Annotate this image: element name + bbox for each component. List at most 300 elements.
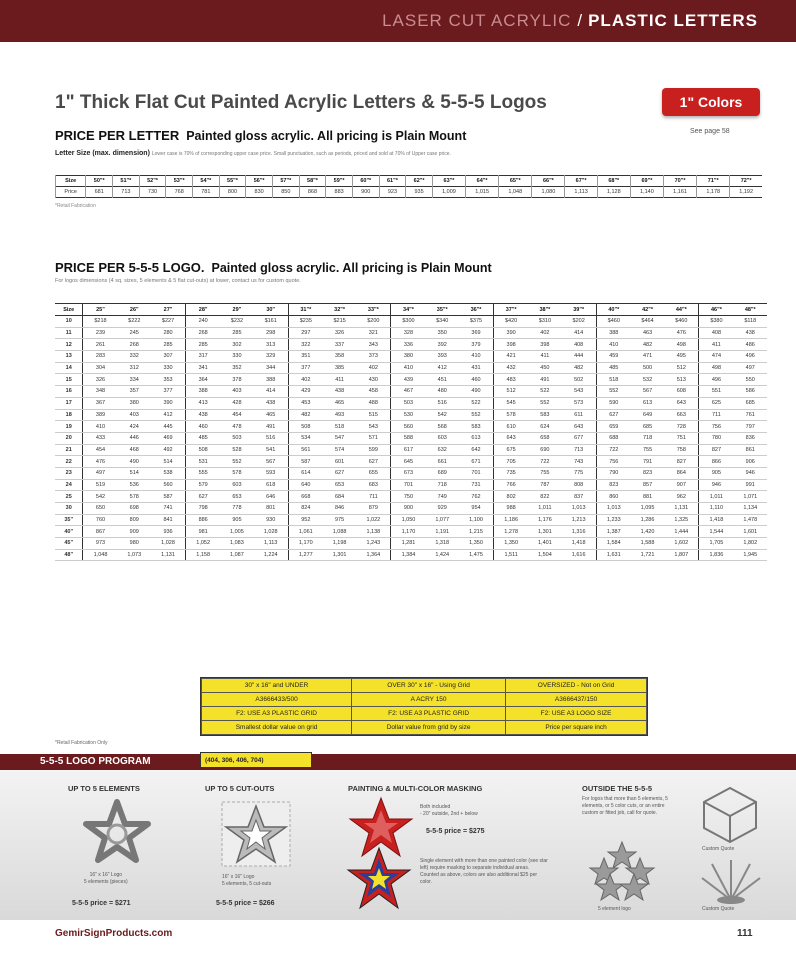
table-row bbox=[55, 456, 767, 468]
logo-price-cell: 403 bbox=[220, 386, 253, 398]
logo-price-cell: 330 bbox=[220, 351, 253, 363]
logo-price-cell: 1,131 bbox=[151, 549, 186, 561]
logo-size-col: 25" bbox=[83, 304, 118, 316]
logo-price-cell: 491 bbox=[254, 421, 289, 433]
logo-price-cell: 867 bbox=[83, 526, 118, 538]
logo-price-cell: 655 bbox=[356, 467, 391, 479]
logo-price-cell: 476 bbox=[83, 456, 118, 468]
logo-price-cell: 952 bbox=[288, 514, 323, 526]
logo-price-cell: 1,588 bbox=[631, 538, 664, 550]
program-col1-title: UP TO 5 ELEMENTS bbox=[68, 784, 140, 793]
logo-price-cell: 1,301 bbox=[528, 526, 561, 538]
logo-price-cell: 797 bbox=[734, 421, 768, 433]
logo-price-cell: 861 bbox=[734, 444, 768, 456]
logo-price-cell: 741 bbox=[151, 503, 186, 515]
letter-size-col: 71"* bbox=[697, 176, 730, 187]
legend-cell: A ACRY 150 bbox=[352, 693, 506, 707]
logo-price-cell: 650 bbox=[83, 503, 118, 515]
letter-price-cell: 1,128 bbox=[597, 187, 630, 198]
logo-size-col: 31"* bbox=[288, 304, 323, 316]
logo-price-cell: 718 bbox=[631, 432, 664, 444]
logo-header-row bbox=[55, 304, 767, 316]
logo-price-cell: 991 bbox=[734, 479, 768, 491]
logo-price-cell: 439 bbox=[391, 374, 426, 386]
logo-price-cell: 350 bbox=[426, 327, 459, 339]
logo-price-cell: 402 bbox=[356, 362, 391, 374]
logo-price-cell: 522 bbox=[459, 397, 494, 409]
logo-price-cell: 552 bbox=[528, 397, 561, 409]
letter-price-cell: 768 bbox=[166, 187, 193, 198]
logo-price-cell: 1,233 bbox=[596, 514, 631, 526]
logo-row-size: 40" bbox=[55, 526, 83, 538]
logo-size-col: 37"* bbox=[494, 304, 529, 316]
logo-price-cell: 718 bbox=[426, 479, 459, 491]
logo-price-cell: 571 bbox=[356, 432, 391, 444]
logo-price-cell: 283 bbox=[83, 351, 118, 363]
logo-price-cell: 909 bbox=[118, 526, 151, 538]
logo-size-col: 27" bbox=[151, 304, 186, 316]
logo-price-cell: 587 bbox=[151, 491, 186, 503]
logo-price-cell: 1,418 bbox=[562, 538, 597, 550]
program-col3-text1: Both included - 20" outside, 2nd + below bbox=[420, 804, 478, 817]
logo-price-cell: 1,061 bbox=[288, 526, 323, 538]
program-col4-cap-b: Custom Quote bbox=[702, 846, 735, 852]
logo-price-cell: 433 bbox=[83, 432, 118, 444]
letter-price-cell: 1,161 bbox=[663, 187, 696, 198]
logo-price-cell: 801 bbox=[254, 503, 289, 515]
letter-size-label: Letter Size (max. dimension) bbox=[55, 150, 150, 157]
logo-size-col: 35"* bbox=[426, 304, 459, 316]
logo-price-cell: 837 bbox=[562, 491, 597, 503]
letter-size-col: 68"* bbox=[597, 176, 630, 187]
logo-price-cell: 552 bbox=[220, 456, 253, 468]
logo-price-cell: 369 bbox=[459, 327, 494, 339]
legend-cell: F2: USE A3 LOGO SIZE bbox=[506, 707, 647, 721]
logo-price-cell: 1,945 bbox=[734, 549, 768, 561]
letter-price-cell: 800 bbox=[219, 187, 246, 198]
logo-price-cell: 337 bbox=[323, 339, 356, 351]
logo-price-cell: 431 bbox=[459, 362, 494, 374]
logo-price-cell: 412 bbox=[426, 362, 459, 374]
letter-size-col: 59"* bbox=[326, 176, 353, 187]
logo-price-cell: 846 bbox=[323, 503, 356, 515]
table-row bbox=[55, 374, 767, 386]
logo-price-cell: 653 bbox=[323, 479, 356, 491]
logo-price-cell: $300 bbox=[391, 316, 426, 328]
page-header-bar bbox=[0, 0, 796, 42]
retail-footnote: *Retail Fabrication Only bbox=[55, 740, 108, 746]
logo-price-cell: 1,170 bbox=[288, 538, 323, 550]
logo-price-cell: 438 bbox=[186, 409, 221, 421]
logo-price-cell: 414 bbox=[562, 327, 597, 339]
program-col2-caption: 16" x 16" Logo 5 elements, 5 cut-outs bbox=[222, 874, 272, 887]
logo-price-cell: 755 bbox=[528, 467, 561, 479]
logo-price-cell: 588 bbox=[391, 432, 426, 444]
letter-price-cell: 1,192 bbox=[730, 187, 762, 198]
logo-price-cell: 285 bbox=[186, 339, 221, 351]
logo-price-cell: 403 bbox=[118, 409, 151, 421]
logo-price-cell: $218 bbox=[83, 316, 118, 328]
logo-price-cell: 1,301 bbox=[323, 549, 356, 561]
letter-price-cell: 883 bbox=[326, 187, 353, 198]
logo-price-cell: 790 bbox=[596, 467, 631, 479]
logo-price-cell: 468 bbox=[118, 444, 151, 456]
logo-price-cell: 483 bbox=[494, 374, 529, 386]
logo-price-cell: 1,013 bbox=[562, 503, 597, 515]
logo-price-cell: 413 bbox=[186, 397, 221, 409]
logo-price-cell: 905 bbox=[220, 514, 253, 526]
logo-price-cell: 1,387 bbox=[596, 526, 631, 538]
logo-price-cell: 515 bbox=[356, 409, 391, 421]
logo-price-cell: 531 bbox=[186, 456, 221, 468]
logo-price-cell: 388 bbox=[186, 386, 221, 398]
logo-price-cell: 491 bbox=[528, 374, 561, 386]
logo-price-cell: 608 bbox=[664, 386, 699, 398]
logo-price-cell: 685 bbox=[734, 397, 768, 409]
logo-price-cell: 451 bbox=[426, 374, 459, 386]
logo-price-cell: 614 bbox=[288, 467, 323, 479]
logo-price-cell: 627 bbox=[323, 467, 356, 479]
letter-price-cell: 1,009 bbox=[432, 187, 465, 198]
logo-price-cell: 1,088 bbox=[323, 526, 356, 538]
logo-price-cell: 886 bbox=[186, 514, 221, 526]
logo-price-cell: $202 bbox=[562, 316, 597, 328]
logo-price-cell: 1,325 bbox=[664, 514, 699, 526]
logo-price-cell: 408 bbox=[699, 327, 734, 339]
logo-price-cell: 482 bbox=[562, 362, 597, 374]
logo-price-cell: 328 bbox=[391, 327, 426, 339]
letter-size-col: 53"* bbox=[166, 176, 193, 187]
logo-price-cell: 490 bbox=[459, 386, 494, 398]
logo-row-size: 15 bbox=[55, 374, 83, 386]
header-section: PLASTIC LETTERS bbox=[588, 11, 758, 30]
program-col3-price: 5-5-5 price = $275 bbox=[426, 828, 485, 835]
letter-title-bold: PRICE PER LETTER bbox=[55, 128, 180, 143]
logo-price-cell: 756 bbox=[596, 456, 631, 468]
table-row bbox=[55, 339, 767, 351]
logo-size-col: 40"* bbox=[596, 304, 631, 316]
logo-price-cell: 645 bbox=[391, 456, 426, 468]
logo-price-cell: 653 bbox=[220, 491, 253, 503]
logo-price-cell: 1,071 bbox=[734, 491, 768, 503]
table-row bbox=[55, 432, 767, 444]
logo-price-cell: 532 bbox=[631, 374, 664, 386]
logo-size-col: 44"* bbox=[664, 304, 699, 316]
logo-price-cell: 1,364 bbox=[356, 549, 391, 561]
logo-price-cell: $200 bbox=[356, 316, 391, 328]
logo-price-cell: $340 bbox=[426, 316, 459, 328]
logo-price-cell: 261 bbox=[83, 339, 118, 351]
logo-price-cell: 307 bbox=[151, 351, 186, 363]
table-row bbox=[55, 503, 767, 515]
logo-price-cell: 659 bbox=[596, 421, 631, 433]
page-number: 111 bbox=[737, 928, 753, 939]
logo-title-bold: PRICE PER 5-5-5 LOGO. bbox=[55, 260, 205, 275]
logo-price-cell: 841 bbox=[151, 514, 186, 526]
logo-price-cell: 471 bbox=[631, 351, 664, 363]
logo-price-cell: 411 bbox=[699, 339, 734, 351]
logo-price-cell: 1,384 bbox=[391, 549, 426, 561]
legend-cell: Price per square inch bbox=[506, 721, 647, 735]
logo-price-cell: 857 bbox=[631, 479, 664, 491]
logo-price-cell: 661 bbox=[426, 456, 459, 468]
letter-size-col: 66"* bbox=[532, 176, 565, 187]
legend-row bbox=[202, 693, 647, 707]
logo-price-cell: 496 bbox=[734, 351, 768, 363]
logo-price-cell: 1,350 bbox=[494, 538, 529, 550]
logo-price-cell: 1,131 bbox=[664, 503, 699, 515]
multicolor-star-icon bbox=[346, 846, 412, 912]
logo-price-cell: 780 bbox=[699, 432, 734, 444]
logo-price-cell: 1,278 bbox=[494, 526, 529, 538]
logo-price-cell: 643 bbox=[664, 397, 699, 409]
program-col2-price: 5-5-5 price = $266 bbox=[216, 900, 275, 907]
logo-row-size: 17 bbox=[55, 397, 83, 409]
logo-price-cell: 326 bbox=[323, 327, 356, 339]
logo-price-cell: 643 bbox=[494, 432, 529, 444]
logo-price-cell: 518 bbox=[323, 421, 356, 433]
logo-price-cell: 688 bbox=[596, 432, 631, 444]
program-col4-cap-c: Custom Quote bbox=[702, 906, 735, 912]
logo-price-cell: 493 bbox=[323, 409, 356, 421]
letter-price-cell: 1,140 bbox=[630, 187, 663, 198]
logo-price-cell: 907 bbox=[664, 479, 699, 491]
logo-row-size: 45" bbox=[55, 538, 83, 550]
cube-logo-icon bbox=[700, 784, 760, 844]
logo-price-cell: $310 bbox=[528, 316, 561, 328]
logo-price-cell: 514 bbox=[151, 456, 186, 468]
table-row bbox=[55, 421, 767, 433]
logo-row-size: 18 bbox=[55, 409, 83, 421]
logo-size-col: 39"* bbox=[562, 304, 597, 316]
logo-price-cell: 402 bbox=[528, 327, 561, 339]
logo-price-cell: 1,318 bbox=[426, 538, 459, 550]
logo-size-col: 48"* bbox=[734, 304, 768, 316]
logo-price-cell: 498 bbox=[699, 362, 734, 374]
logo-price-cell: 1,286 bbox=[631, 514, 664, 526]
letter-size-note: Lower case is 70% of corresponding upper case price. Small punctuation, such as periods, priced and sold at 70% of Upper case price. bbox=[151, 151, 451, 157]
logo-price-cell: 866 bbox=[699, 456, 734, 468]
cutout-star-logo-icon bbox=[220, 800, 292, 868]
logo-price-cell: 668 bbox=[288, 491, 323, 503]
logo-price-cell: 438 bbox=[734, 327, 768, 339]
logo-price-cell: 512 bbox=[494, 386, 529, 398]
letter-price-cell: 830 bbox=[246, 187, 273, 198]
logo-price-cell: 946 bbox=[734, 467, 768, 479]
logo-price-cell: 398 bbox=[494, 339, 529, 351]
table-row bbox=[55, 526, 767, 538]
logo-price-cell: 758 bbox=[664, 444, 699, 456]
logo-price-cell: 617 bbox=[391, 444, 426, 456]
logo-price-cell: 398 bbox=[528, 339, 561, 351]
logo-price-cell: 860 bbox=[596, 491, 631, 503]
logo-price-cell: 536 bbox=[118, 479, 151, 491]
logo-price-cell: 380 bbox=[391, 351, 426, 363]
logo-price-cell: 627 bbox=[596, 409, 631, 421]
logo-price-cell: 675 bbox=[494, 444, 529, 456]
logo-price-cell: 543 bbox=[562, 386, 597, 398]
logo-price-cell: 421 bbox=[494, 351, 529, 363]
logo-price-cell: 542 bbox=[83, 491, 118, 503]
logo-price-cell: 684 bbox=[323, 491, 356, 503]
logo-price-cell: 1,544 bbox=[699, 526, 734, 538]
logo-price-cell: 698 bbox=[118, 503, 151, 515]
logo-size-col: 32"* bbox=[323, 304, 356, 316]
logo-price-cell: 508 bbox=[186, 444, 221, 456]
logo-price-cell: 332 bbox=[118, 351, 151, 363]
logo-price-cell: 567 bbox=[254, 456, 289, 468]
logo-price-cell: 268 bbox=[186, 327, 221, 339]
five-stars-icon bbox=[584, 840, 660, 904]
logo-price-cell: 930 bbox=[254, 514, 289, 526]
logo-row-size: 11 bbox=[55, 327, 83, 339]
logo-price-cell: 1,281 bbox=[391, 538, 426, 550]
logo-price-cell: 285 bbox=[220, 327, 253, 339]
logo-price-cell: 900 bbox=[391, 503, 426, 515]
table-row bbox=[55, 514, 767, 526]
logo-price-cell: 1,631 bbox=[596, 549, 631, 561]
logo-price-cell: 551 bbox=[699, 386, 734, 398]
logo-price-cell: 627 bbox=[356, 456, 391, 468]
logo-price-cell: 690 bbox=[528, 444, 561, 456]
logo-row-size: 30 bbox=[55, 503, 83, 515]
legend-row bbox=[202, 679, 647, 693]
logo-price-cell: 643 bbox=[562, 421, 597, 433]
logo-price-cell: 302 bbox=[220, 339, 253, 351]
letter-price-cell: 730 bbox=[139, 187, 166, 198]
logo-price-cell: 402 bbox=[288, 374, 323, 386]
logo-price-cell: 822 bbox=[528, 491, 561, 503]
logo-price-cell: 1,077 bbox=[426, 514, 459, 526]
logo-price-cell: 516 bbox=[426, 397, 459, 409]
logo-price-cell: 367 bbox=[83, 397, 118, 409]
letter-size-col: 61"* bbox=[379, 176, 406, 187]
logo-price-cell: 474 bbox=[699, 351, 734, 363]
logo-price-cell: 1,418 bbox=[699, 514, 734, 526]
logo-price-cell: 560 bbox=[151, 479, 186, 491]
legend-row bbox=[202, 707, 647, 721]
logo-price-cell: 611 bbox=[562, 409, 597, 421]
logo-price-cell: 240 bbox=[186, 316, 221, 328]
logo-price-cell: 534 bbox=[288, 432, 323, 444]
logo-price-cell: 1,705 bbox=[699, 538, 734, 550]
logo-price-cell: 1,113 bbox=[254, 538, 289, 550]
logo-price-cell: 722 bbox=[528, 456, 561, 468]
logo-price-cell: 508 bbox=[288, 421, 323, 433]
logo-price-cell: 613 bbox=[459, 432, 494, 444]
logo-price-cell: 827 bbox=[664, 456, 699, 468]
logo-price-cell: 358 bbox=[323, 351, 356, 363]
logo-price-cell: 685 bbox=[631, 421, 664, 433]
logo-price-cell: 755 bbox=[631, 444, 664, 456]
logo-price-cell: 357 bbox=[118, 386, 151, 398]
logo-row-size: 16 bbox=[55, 386, 83, 398]
logo-price-cell: 1,511 bbox=[494, 549, 529, 561]
logo-price-cell: 1,050 bbox=[391, 514, 426, 526]
logo-price-cell: 516 bbox=[254, 432, 289, 444]
table-row bbox=[55, 538, 767, 550]
logo-price-cell: 578 bbox=[220, 467, 253, 479]
logo-price-cell: 513 bbox=[664, 374, 699, 386]
logo-price-cell: 454 bbox=[220, 409, 253, 421]
logo-price-cell: 297 bbox=[288, 327, 323, 339]
logo-price-cell: 1,013 bbox=[596, 503, 631, 515]
program-col2-title: UP TO 5 CUT-OUTS bbox=[205, 784, 275, 793]
logo-price-cell: 469 bbox=[151, 432, 186, 444]
legend-cell: Dollar value from grid by size bbox=[352, 721, 506, 735]
logo-price-cell: 689 bbox=[426, 467, 459, 479]
logo-price-cell: 973 bbox=[83, 538, 118, 550]
logo-price-cell: 1,110 bbox=[699, 503, 734, 515]
logo-price-cell: $235 bbox=[288, 316, 323, 328]
logo-price-cell: $222 bbox=[118, 316, 151, 328]
logo-row-size: 23 bbox=[55, 467, 83, 479]
letter-size-col: 58"* bbox=[299, 176, 326, 187]
logo-price-cell: 713 bbox=[562, 444, 597, 456]
logo-size-col: 26" bbox=[118, 304, 151, 316]
table-row bbox=[55, 467, 767, 479]
letter-size-header: Size bbox=[56, 176, 86, 187]
table-row bbox=[55, 397, 767, 409]
footer-url[interactable]: GemirSignProducts.com bbox=[55, 928, 173, 939]
logo-price-cell: 677 bbox=[562, 432, 597, 444]
logo-row-size: 10 bbox=[55, 316, 83, 328]
legend-cell: OVER 30" x 16" - Using Grid bbox=[352, 679, 506, 693]
colors-button[interactable]: 1" Colors bbox=[662, 88, 760, 116]
logo-price-cell: 482 bbox=[288, 409, 323, 421]
logo-price-cell: 905 bbox=[699, 467, 734, 479]
logo-price-cell: 445 bbox=[151, 421, 186, 433]
logo-price-cell: 980 bbox=[118, 538, 151, 550]
table-row bbox=[55, 327, 767, 339]
letter-price-cell: 681 bbox=[86, 187, 113, 198]
program-col3-title: PAINTING & MULTI-COLOR MASKING bbox=[348, 784, 483, 793]
logo-price-cell: 379 bbox=[459, 339, 494, 351]
logo-price-cell: 809 bbox=[118, 514, 151, 526]
logo-price-cell: 410 bbox=[391, 362, 426, 374]
legend-cell: A3666433/500 bbox=[202, 693, 352, 707]
logo-price-cell: 298 bbox=[254, 327, 289, 339]
logo-price-cell: 601 bbox=[323, 456, 356, 468]
logo-price-cell: 1,836 bbox=[699, 549, 734, 561]
see-page-note: See page 58 bbox=[690, 128, 730, 135]
logo-price-cell: 906 bbox=[734, 456, 768, 468]
logo-price-cell: 438 bbox=[254, 397, 289, 409]
logo-price-cell: 552 bbox=[459, 409, 494, 421]
logo-price-cell: 321 bbox=[356, 327, 391, 339]
logo-price-cell: 778 bbox=[220, 503, 253, 515]
logo-price-cell: 1,011 bbox=[699, 491, 734, 503]
logo-size-header: Size bbox=[55, 304, 83, 316]
logo-price-cell: 1,807 bbox=[664, 549, 699, 561]
logo-price-cell: 579 bbox=[186, 479, 221, 491]
logo-price-cell: 500 bbox=[631, 362, 664, 374]
letter-size-row bbox=[55, 150, 451, 157]
logo-price-cell: 1,601 bbox=[734, 526, 768, 538]
logo-row-size: 22 bbox=[55, 456, 83, 468]
program-band-label: 5-5-5 LOGO PROGRAM bbox=[40, 756, 151, 767]
logo-price-cell: 593 bbox=[254, 467, 289, 479]
logo-title-rest: Painted gloss acrylic. All pricing is Plain Mount bbox=[211, 261, 492, 275]
logo-price-cell: 1,721 bbox=[631, 549, 664, 561]
logo-price-cell: 343 bbox=[356, 339, 391, 351]
logo-price-cell: 583 bbox=[459, 421, 494, 433]
logo-price-cell: 711 bbox=[699, 409, 734, 421]
logo-price-cell: 1,134 bbox=[734, 503, 768, 515]
letter-price-cell: 868 bbox=[299, 187, 326, 198]
logo-price-table bbox=[55, 303, 767, 561]
logo-price-cell: 1,213 bbox=[562, 514, 597, 526]
